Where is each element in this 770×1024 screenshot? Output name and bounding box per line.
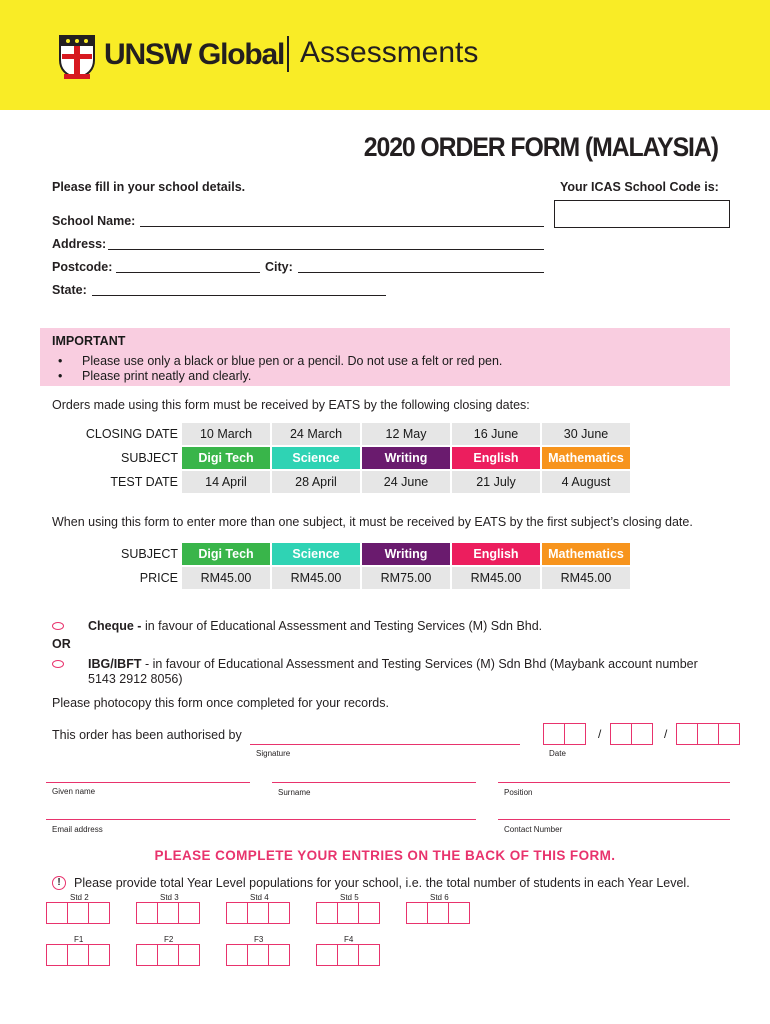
email-field[interactable] [46, 819, 476, 820]
closing-date-cell: 16 June [452, 423, 540, 445]
address-label: Address: [52, 237, 107, 251]
signature-field[interactable] [250, 744, 520, 745]
row-label-test-date: TEST DATE [110, 475, 178, 489]
date-separator: / [664, 727, 668, 741]
digit-box[interactable] [268, 902, 290, 924]
year-label-std6: Std 6 [430, 893, 449, 902]
date-month-boxes[interactable] [610, 723, 653, 745]
digit-box[interactable] [358, 944, 380, 966]
school-name-label: School Name: [52, 214, 136, 228]
subject-cell-science: Science [272, 447, 360, 469]
postcode-label: Postcode: [52, 260, 113, 274]
digit-box[interactable] [46, 902, 68, 924]
school-name-field[interactable] [140, 226, 544, 227]
digit-box[interactable] [157, 944, 179, 966]
date-year-boxes[interactable] [676, 723, 740, 745]
email-label: Email address [52, 825, 103, 834]
digit-box[interactable] [226, 902, 248, 924]
closing-date-cell: 30 June [542, 423, 630, 445]
digit-box[interactable] [316, 902, 338, 924]
digit-box[interactable] [543, 723, 565, 745]
digit-box[interactable] [178, 902, 200, 924]
digit-box[interactable] [564, 723, 586, 745]
important-item [58, 354, 502, 368]
closing-date-cell: 24 March [272, 423, 360, 445]
subject-cell-english: English [452, 447, 540, 469]
surname-field[interactable] [272, 782, 476, 783]
population-boxes-f4[interactable] [316, 944, 380, 966]
multi-subject-note: When using this form to enter more than one subject, it must be received by EATS by the first subject’s closing date. [52, 515, 693, 529]
important-item-text: Please print neatly and clearly. [82, 369, 252, 383]
price-cell: RM45.00 [272, 567, 360, 589]
price-subject-english: English [452, 543, 540, 565]
digit-box[interactable] [718, 723, 740, 745]
form-title: 2020 ORDER FORM (MALAYSIA) [363, 132, 718, 162]
price-subject-digi-tech: Digi Tech [182, 543, 270, 565]
date-day-boxes[interactable] [543, 723, 586, 745]
important-item-text: Please use only a black or blue pen or a pencil. Do not use a felt or red pen. [82, 354, 503, 368]
digit-box[interactable] [136, 944, 158, 966]
exclamation-icon: ! [52, 876, 66, 890]
or-label: OR [52, 637, 71, 651]
population-boxes-f2[interactable] [136, 944, 200, 966]
price-subject-mathematics: Mathematics [542, 543, 630, 565]
digit-box[interactable] [88, 902, 110, 924]
digit-box[interactable] [358, 902, 380, 924]
price-subject-writing: Writing [362, 543, 450, 565]
year-label-std3: Std 3 [160, 893, 179, 902]
ibg-account-number: 5143 2912 8056) [88, 672, 183, 686]
digit-box[interactable] [247, 944, 269, 966]
digit-box[interactable] [46, 944, 68, 966]
test-date-cell: 21 July [452, 471, 540, 493]
year-label-std2: Std 2 [70, 893, 89, 902]
year-label-f1: F1 [74, 935, 84, 944]
digit-box[interactable] [337, 944, 359, 966]
digit-box[interactable] [337, 902, 359, 924]
digit-box[interactable] [247, 902, 269, 924]
signature-label: Signature [256, 749, 291, 758]
subject-cell-writing: Writing [362, 447, 450, 469]
digit-box[interactable] [427, 902, 449, 924]
digit-box[interactable] [157, 902, 179, 924]
row-label-closing-date: CLOSING DATE [85, 427, 178, 441]
given-name-label: Given name [52, 787, 96, 796]
row-label-price: PRICE [139, 571, 178, 585]
surname-label: Surname [278, 788, 311, 797]
test-date-cell: 14 April [182, 471, 270, 493]
ibg-radio[interactable] [52, 660, 64, 668]
closing-date-cell: 12 May [362, 423, 450, 445]
school-details-intro: Please fill in your school details. [52, 180, 246, 194]
contact-number-label: Contact Number [504, 825, 563, 834]
state-label: State: [52, 283, 87, 297]
digit-box[interactable] [67, 902, 89, 924]
brand-divider [287, 36, 289, 72]
test-date-cell: 24 June [362, 471, 450, 493]
position-label: Position [504, 788, 533, 797]
digit-box[interactable] [67, 944, 89, 966]
digit-box[interactable] [406, 902, 428, 924]
header-banner [0, 0, 770, 110]
important-title: IMPORTANT [52, 334, 126, 348]
year-label-std5: Std 5 [340, 893, 359, 902]
city-field[interactable] [298, 272, 544, 273]
test-date-cell: 4 August [542, 471, 630, 493]
population-boxes-std2[interactable] [46, 902, 110, 924]
digit-box[interactable] [697, 723, 719, 745]
state-field[interactable] [92, 295, 386, 296]
date-label: Date [549, 749, 566, 758]
closing-dates-intro: Orders made using this form must be received by EATS by the following closing dates: [52, 398, 530, 412]
price-cell: RM75.00 [362, 567, 450, 589]
population-boxes-std5[interactable] [316, 902, 380, 924]
subject-cell-mathematics: Mathematics [542, 447, 630, 469]
digit-box[interactable] [316, 944, 338, 966]
cheque-label: Cheque - [88, 619, 142, 633]
ibg-option [88, 657, 698, 671]
city-label: City: [265, 260, 293, 274]
digit-box[interactable] [136, 902, 158, 924]
bullet: • [58, 369, 63, 383]
date-separator: / [598, 727, 602, 741]
price-subject-science: Science [272, 543, 360, 565]
populations-note: Please provide total Year Level populations for your school, i.e. the total number of students in each Year Level. [74, 876, 690, 890]
digit-box[interactable] [88, 944, 110, 966]
important-item [58, 369, 251, 383]
authorised-by-label: This order has been authorised by [52, 728, 242, 742]
digit-box[interactable] [631, 723, 653, 745]
cheque-option [88, 619, 542, 633]
population-boxes-std4[interactable] [226, 902, 290, 924]
school-code-label: Your ICAS School Code is: [560, 180, 719, 194]
year-label-f4: F4 [344, 935, 354, 944]
year-label-std4: Std 4 [250, 893, 269, 902]
price-cell: RM45.00 [542, 567, 630, 589]
school-code-field[interactable] [554, 200, 730, 228]
price-cell: RM45.00 [452, 567, 540, 589]
row-label-subject: SUBJECT [121, 547, 178, 561]
digit-box[interactable] [226, 944, 248, 966]
bullet: • [58, 354, 63, 368]
population-boxes-std3[interactable] [136, 902, 200, 924]
digit-box[interactable] [676, 723, 698, 745]
population-boxes-std6[interactable] [406, 902, 470, 924]
digit-box[interactable] [178, 944, 200, 966]
cheque-text: in favour of Educational Assessment and Testing Services (M) Sdn Bhd. [141, 619, 543, 633]
population-boxes-f1[interactable] [46, 944, 110, 966]
closing-date-cell: 10 March [182, 423, 270, 445]
digit-box[interactable] [610, 723, 632, 745]
unsw-crest-logo [58, 34, 96, 80]
digit-box[interactable] [448, 902, 470, 924]
year-label-f2: F2 [164, 935, 174, 944]
ibg-label: IBG/IBFT [88, 657, 142, 671]
brand-product: Assessments [300, 36, 479, 69]
important-notice [40, 328, 730, 386]
given-name-field[interactable] [46, 782, 250, 783]
ibg-text: - in favour of Educational Assessment and Testing Services (M) Sdn Bhd (Maybank account number [141, 657, 698, 671]
population-boxes-f3[interactable] [226, 944, 290, 966]
contact-number-field[interactable] [498, 819, 730, 820]
address-field[interactable] [108, 249, 544, 250]
back-of-form-warning: PLEASE COMPLETE YOUR ENTRIES ON THE BACK OF THIS FORM. [154, 848, 616, 863]
test-date-cell: 28 April [272, 471, 360, 493]
row-label-subject: SUBJECT [121, 451, 178, 465]
subject-cell-digi-tech: Digi Tech [182, 447, 270, 469]
postcode-field[interactable] [116, 272, 260, 273]
year-label-f3: F3 [254, 935, 264, 944]
photocopy-note: Please photocopy this form once completed for your records. [52, 696, 389, 710]
price-cell: RM45.00 [182, 567, 270, 589]
cheque-radio[interactable] [52, 622, 64, 630]
digit-box[interactable] [268, 944, 290, 966]
position-field[interactable] [498, 782, 730, 783]
brand-name: UNSW Global [104, 38, 285, 71]
